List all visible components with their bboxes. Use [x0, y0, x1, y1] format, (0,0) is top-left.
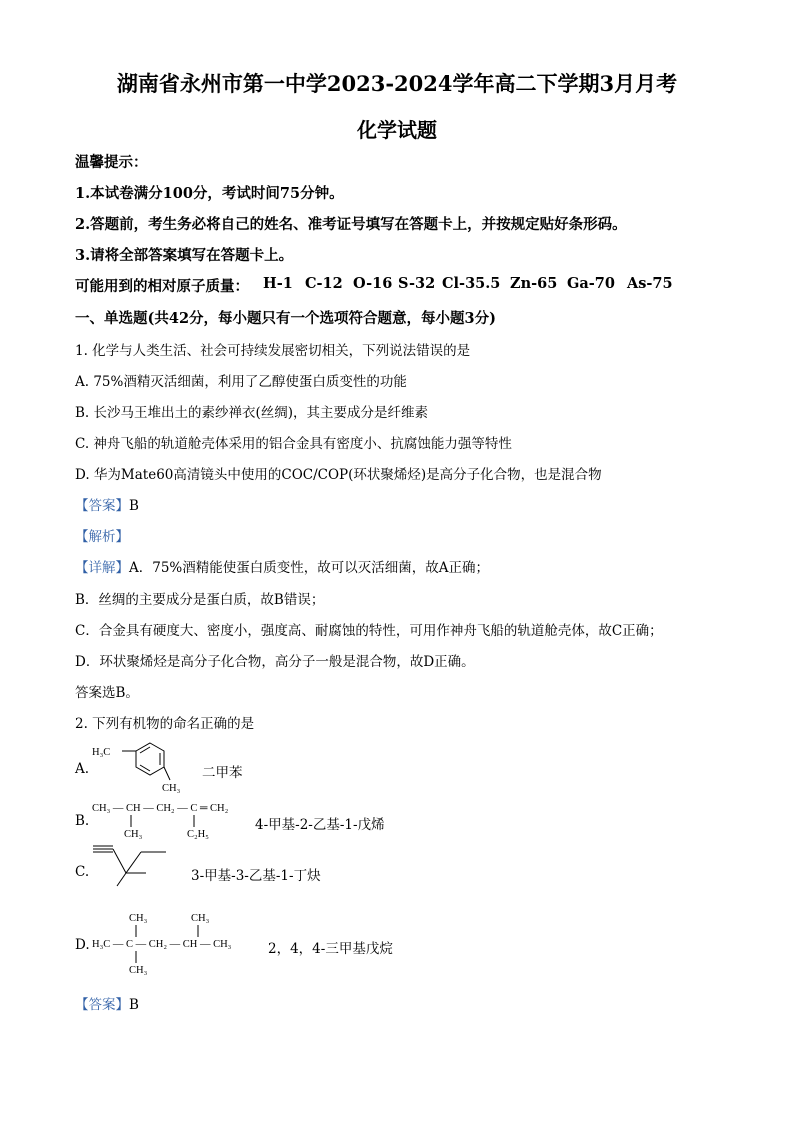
notice-item-2: 2.答题前，考生务必将自己的姓名、准考证号填写在答题卡上，并按规定贴好条形码。 — [75, 216, 627, 233]
q2-answer — [75, 993, 139, 1013]
q2-option-b-letter: B. — [75, 813, 90, 829]
q2-option-b-structure — [90, 797, 250, 842]
q2-a-ch3-label: CH₃ — [162, 783, 181, 794]
q2-b-sub2-label: C₂H₅ — [187, 829, 209, 840]
q1-detail-3: C．合金具有硬度大、密度小，强度高、耐腐蚀的特性，可用作神舟飞船的轨道舱壳体，故C正确； — [75, 623, 663, 639]
q2-option-c-structure — [88, 842, 178, 892]
mass-o: O-16 — [353, 275, 393, 292]
q2-option-d-name: 2，4，4-三甲基戊烷 — [268, 941, 393, 957]
q2-d-main-label: H₃C — C — CH₂ — CH — CH₃ — [92, 939, 232, 950]
q1-answer-value: B — [129, 498, 139, 514]
q1-stem: 1. 化学与人类生活、社会可持续发展密切相关，下列说法错误的是 — [75, 343, 471, 359]
q2-b-main-label: CH₃ — CH — CH₂ — C ═ CH₂ — [92, 803, 229, 814]
q1-option-a: A. 75%酒精灭活细菌，利用了乙醇使蛋白质变性的功能 — [75, 374, 407, 390]
q2-stem: 2. 下列有机物的命名正确的是 — [75, 716, 255, 732]
q2-b-sub1-label: CH₃ — [124, 829, 143, 840]
page-title: 湖南省永州市第一中学2023-2024学年高二下学期3月月考 — [116, 71, 678, 96]
page-subtitle: 化学试题 — [357, 118, 437, 142]
q1-conclusion: 答案选B。 — [75, 685, 139, 701]
q2-option-a-name: 二甲苯 — [202, 765, 243, 781]
notice-item-3: 3.请将全部答案填写在答题卡上。 — [75, 247, 294, 264]
mass-ga: Ga-70 — [567, 275, 615, 292]
q1-analysis — [75, 525, 129, 545]
q2-option-c-letter: C. — [75, 864, 90, 880]
notice-heading: 温馨提示： — [75, 154, 148, 171]
q1-analysis-tag: 【解析】 — [75, 529, 129, 545]
q1-answer-tag: 【答案】 — [75, 498, 129, 514]
notice-item-1: 1.本试卷满分100分，考试时间75分钟。 — [75, 185, 344, 202]
q2-option-a-letter: A. — [75, 761, 90, 777]
q1-detail-2: B．丝绸的主要成分是蛋白质，故B错误； — [75, 592, 325, 608]
mass-c: C-12 — [305, 275, 343, 292]
mass-h: H-1 — [263, 275, 293, 292]
q2-option-d-structure — [90, 906, 260, 978]
q1-answer — [75, 494, 139, 514]
atomic-masses-label: 可能用到的相对原子质量： — [75, 278, 249, 295]
q2-option-d-letter: D. — [75, 937, 90, 953]
q2-answer-value: B — [129, 997, 139, 1013]
q2-option-c-name: 3-甲基-3-乙基-1-丁炔 — [191, 868, 321, 884]
q1-detail-tag: 【详解】 — [75, 560, 129, 576]
q2-d-top1-label: CH₃ — [129, 913, 148, 924]
q1-detail-line-1: A．75%酒精能使蛋白质变性，故可以灭活细菌，故A正确； — [129, 560, 490, 576]
q1-detail-4: D．环状聚烯烃是高分子化合物，高分子一般是混合物，故D正确。 — [75, 654, 475, 670]
mass-zn: Zn-65 — [510, 275, 558, 292]
mass-as: As-75 — [627, 275, 673, 292]
q1-option-b: B. 长沙马王堆出土的素纱禅衣(丝绸)，其主要成分是纤维素 — [75, 405, 429, 421]
mass-s: S-32 — [398, 275, 436, 292]
q2-d-top2-label: CH₃ — [191, 913, 210, 924]
q1-option-d: D. 华为Mate60高清镜头中使用的COC/COP(环状聚烯烃)是高分子化合物，也是混合物 — [75, 467, 602, 483]
q2-option-b-name: 4-甲基-2-乙基-1-戊烯 — [255, 817, 385, 833]
q2-answer-tag: 【答案】 — [75, 997, 129, 1013]
q2-d-bottom-label: CH₃ — [129, 965, 148, 976]
q1-detail-1 — [75, 556, 489, 576]
mass-cl: Cl-35.5 — [442, 275, 501, 292]
section-heading: 一、单选题(共42分，每小题只有一个选项符合题意，每小题3分) — [75, 310, 496, 327]
q1-option-c: C. 神舟飞船的轨道舱壳体采用的铝合金具有密度小、抗腐蚀能力强等特性 — [75, 436, 512, 452]
q2-option-a-structure — [88, 738, 198, 796]
q2-a-h3c-label: H₃C — [92, 747, 111, 758]
